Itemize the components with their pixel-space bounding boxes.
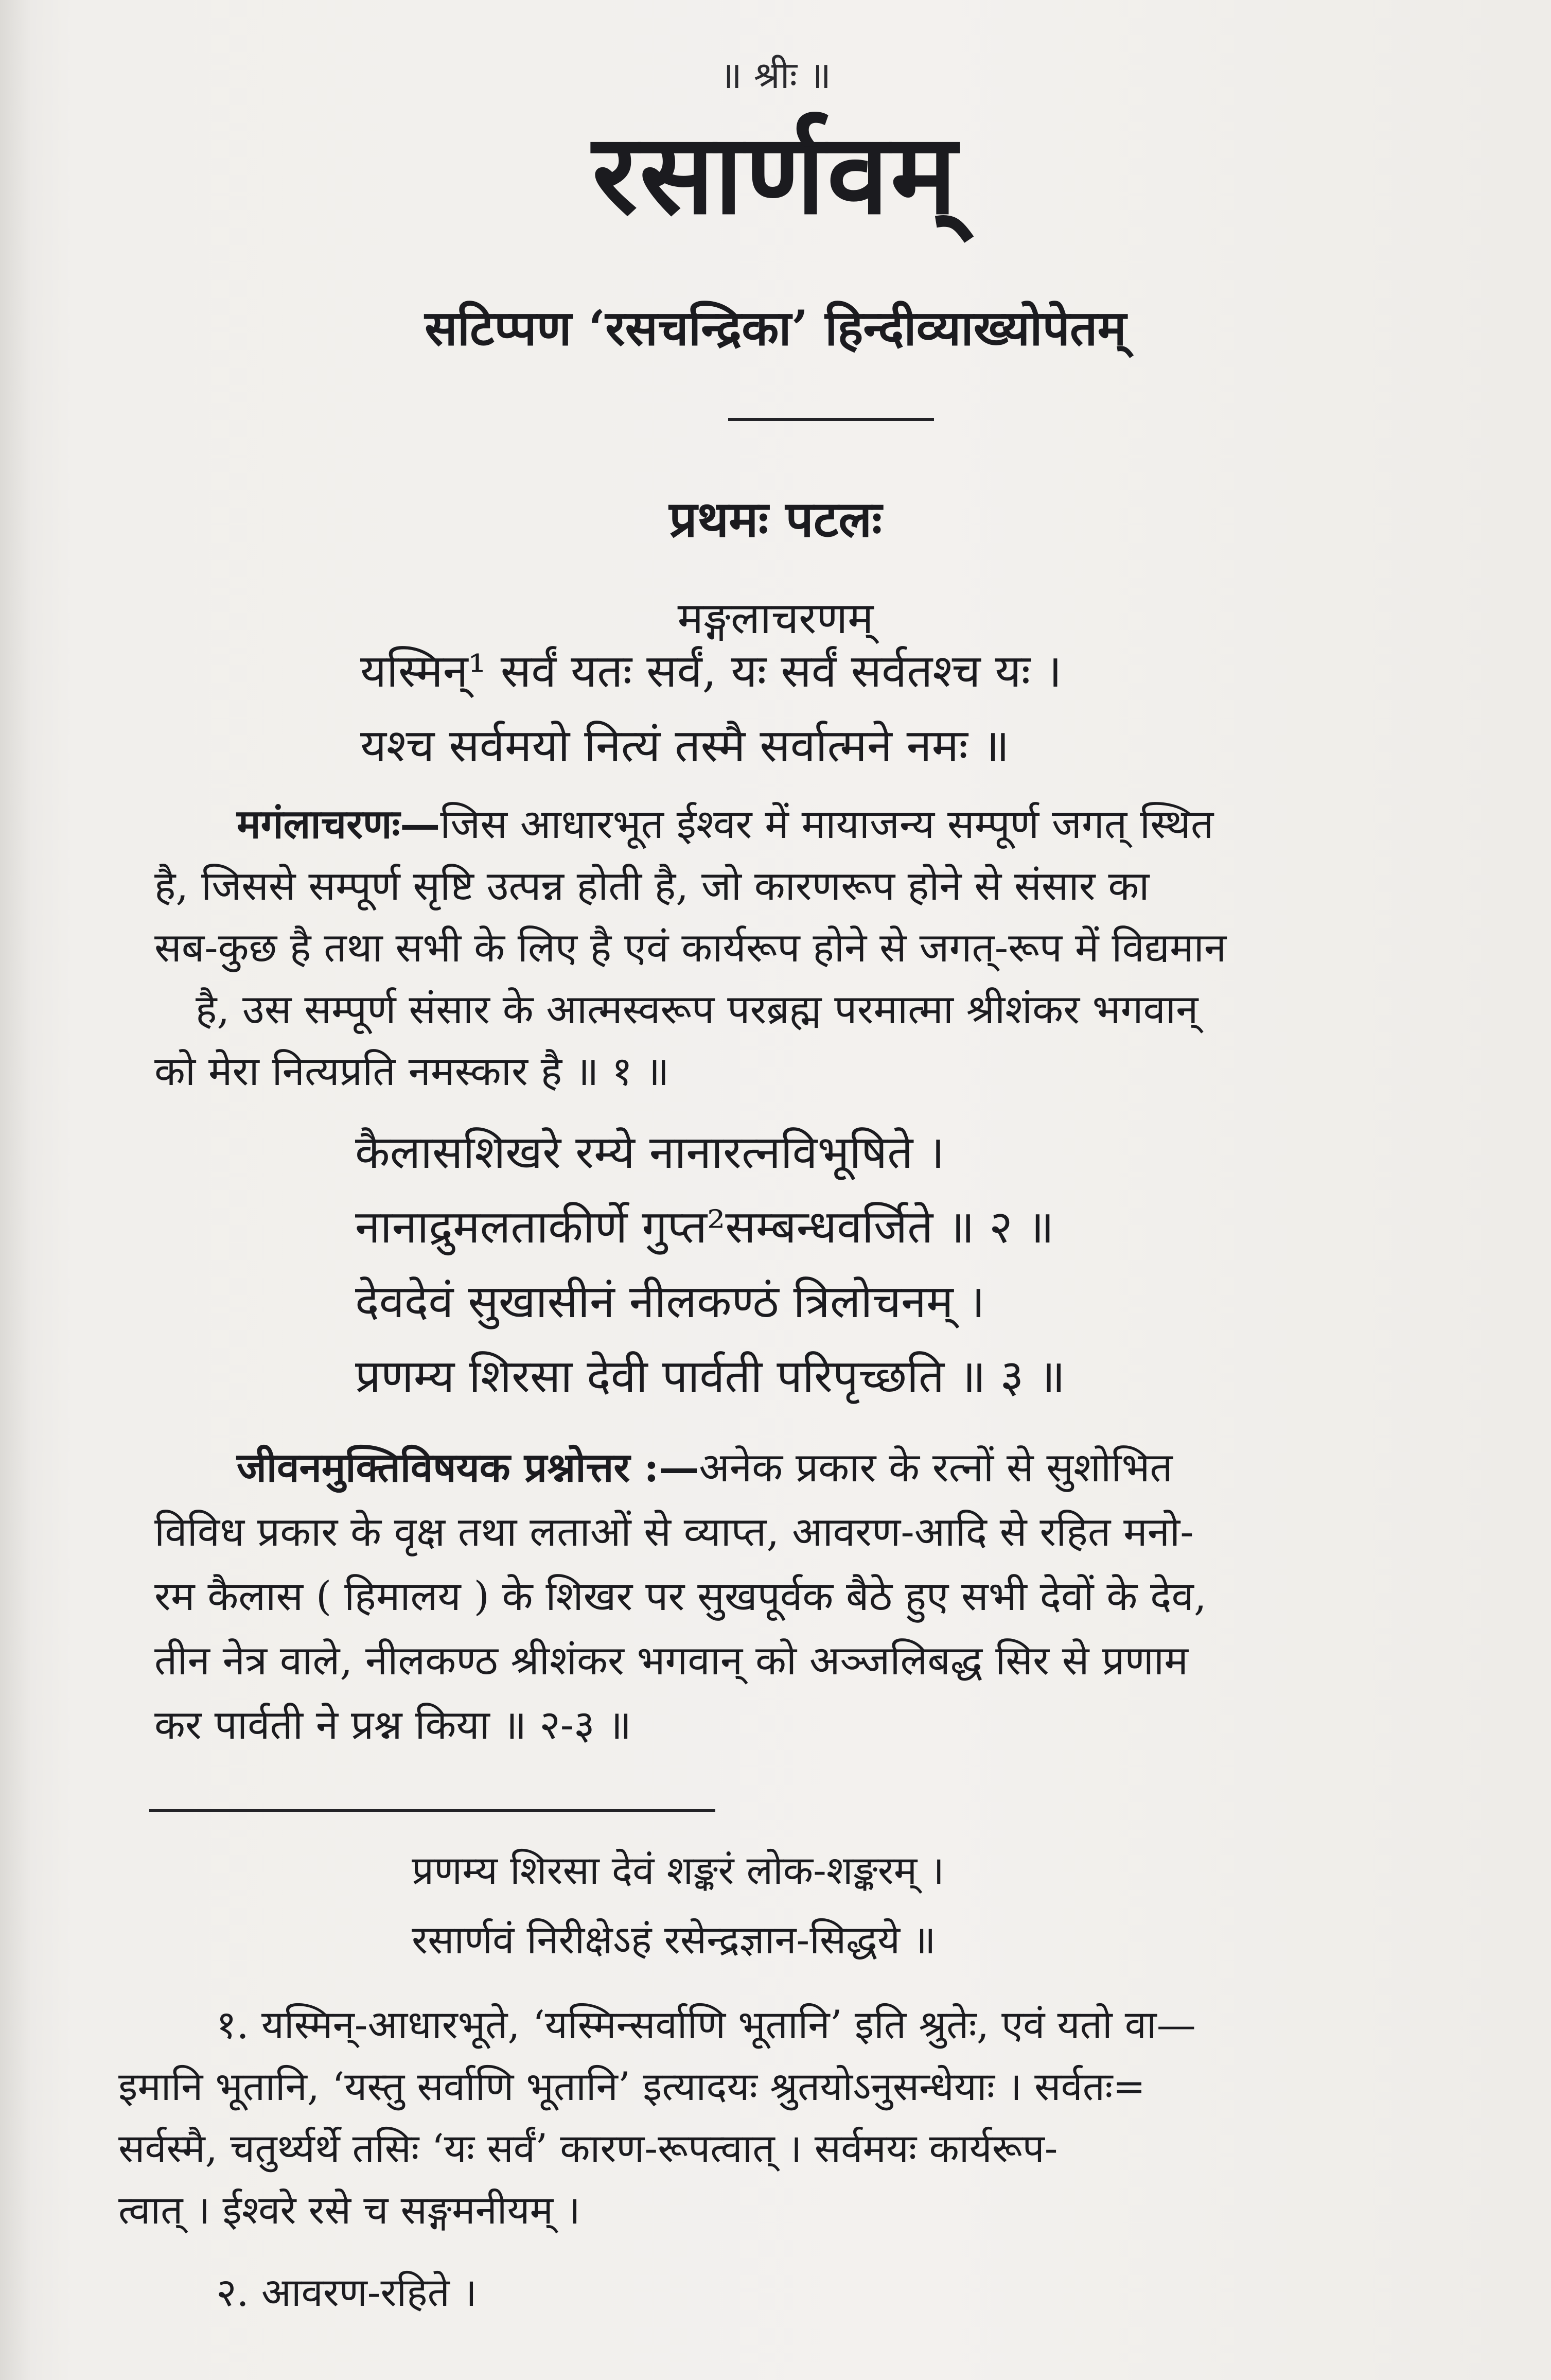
verse-line: कैलासशिखरे रम्ये नानारत्नविभूषिते । (355, 1126, 945, 1179)
footnote-divider (149, 1809, 715, 1812)
footnote-line: सर्वस्मै, चतुर्थ्यर्थे तसिः ‘यः सर्वं’ कारण-रूपत्वात् । सर्वमयः कार्यरूप- (118, 2125, 1058, 2171)
commentary-text: अनेक प्रकार के रत्नों से सुशोभित (699, 1445, 1173, 1491)
commentary-label: मगंलाचरणः— (237, 801, 440, 848)
book-subtitle: सटिप्पण ‘रसचन्द्रिका’ हिन्दीव्याख्योपेतम् (425, 300, 1126, 357)
commentary-line: को मेरा नित्यप्रति नमस्कार है ॥ १ ॥ (154, 1048, 669, 1095)
commentary-line (237, 1439, 1173, 1493)
footnote-line: १. यस्मिन्-आधारभूते, ‘यस्मिन्सर्वाणि भूतानि’ इति श्रुतेः, एवं यतो वा— (216, 2002, 1196, 2047)
commentary-label: जीवनमुक्तिविषयक प्रश्नोत्तर :— (237, 1444, 699, 1491)
footnote-line: इमानि भूतानि, ‘यस्तु सर्वाणि भूतानि’ इत्यादयः श्रुतयोऽनुसन्धेयाः । सर्वतः= (118, 2063, 1146, 2109)
commentary-line: तीन नेत्र वाले, नीलकण्ठ श्रीशंकर भगवान् को अञ्जलिबद्ध सिर से प्रणाम (154, 1638, 1188, 1684)
commentary-line: है, उस सम्पूर्ण संसार के आत्मस्वरूप परब्रह्म परमात्मा श्रीशंकर भगवान् (196, 987, 1198, 1033)
verse-line: देवदेवं सुखासीनं नीलकण्ठं त्रिलोचनम् । (355, 1275, 985, 1328)
verse-line: यश्च सर्वमयो नित्यं तस्मै सर्वात्मने नमः ॥ (360, 719, 1010, 772)
commentary-line: सब-कुछ है तथा सभी के लिए है एवं कार्यरूप होने से जगत्-रूप में विद्यमान (154, 925, 1227, 971)
footnote-line: २. आवरण-रहिते । (216, 2269, 477, 2315)
commentary-line: है, जिससे सम्पूर्ण सृष्टि उत्पन्न होती है, जो कारणरूप होने से संसार का (154, 863, 1150, 909)
commentary-line: विविध प्रकार के वृक्ष तथा लताओं से व्याप्त, आवरण-आदि से रहित मनो- (154, 1509, 1194, 1555)
commentary-line: कर पार्वती ने प्रश्न किया ॥ २-३ ॥ (154, 1702, 632, 1748)
footnote-verse-line: रसार्णवं निरीक्षेऽहं रसेन्द्रज्ञान-सिद्धये ॥ (412, 1917, 936, 1963)
chapter-heading: प्रथमः पटलः (669, 490, 882, 548)
commentary-text: जिस आधारभूत ईश्वर में मायाजन्य सम्पूर्ण जगत् स्थित (440, 801, 1214, 848)
verse-line: यस्मिन्¹ सर्वं यतः सर्वं, यः सर्वं सर्वतश्च यः । (360, 644, 1062, 697)
invocation: ॥ श्रीः ॥ (719, 54, 832, 97)
commentary-line (237, 795, 1213, 850)
verse-line: प्रणम्य शिरसा देवी पार्वती परिपृच्छति ॥ ३ ॥ (355, 1350, 1066, 1403)
commentary-line: रम कैलास ( हिमालय ) के शिखर पर सुखपूर्वक बैठे हुए सभी देवों के देव, (154, 1573, 1207, 1620)
section-heading: मङ्गलाचरणम् (677, 593, 874, 643)
footnote-line: त्वात् । ईश्वरे रसे च सङ्गमनीयम् । (118, 2187, 580, 2233)
title-divider (728, 418, 934, 421)
book-title: रसार्णवम् (592, 109, 959, 239)
verse-line: नानाद्रुमलताकीर्णे गुप्त²सम्बन्धवर्जिते ॥ २ ॥ (355, 1200, 1054, 1253)
footnote-verse-line: प्रणम्य शिरसा देवं शङ्करं लोक-शङ्करम् । (412, 1847, 945, 1893)
